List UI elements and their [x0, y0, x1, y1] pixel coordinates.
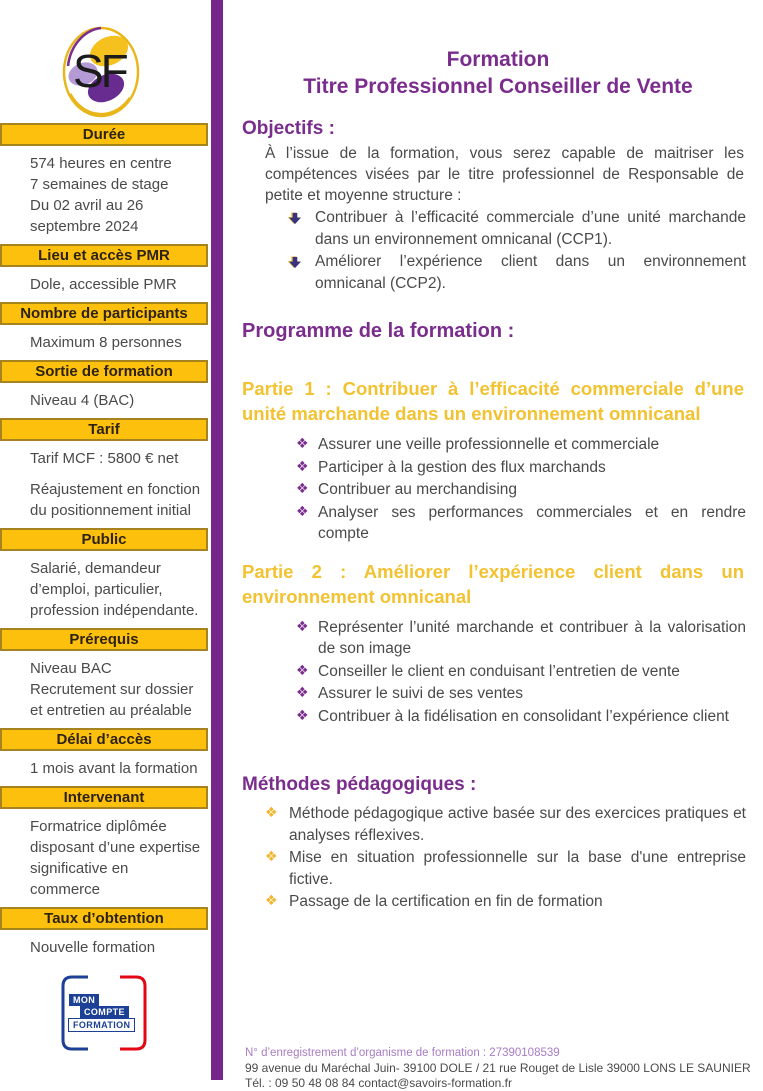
diamond-bullet-icon: ❖	[296, 685, 309, 701]
tarif-amount: Tarif MCF : 5800 € net	[30, 450, 179, 467]
taux-line: Nouvelle formation	[30, 939, 156, 956]
mon-compte-formation-logo	[60, 975, 148, 1051]
sidebar-header-sortie: Sortie de formation	[0, 360, 208, 383]
prerequis-line: Niveau BAC	[30, 660, 112, 677]
sidebar-body-intervenant	[0, 809, 208, 907]
diamond-bullet-icon: ❖	[296, 618, 309, 635]
partie2-heading: Partie 2 : Améliorer l’expérience client dans un environnement omnicanal	[242, 560, 744, 607]
info-sidebar	[0, 123, 208, 1051]
diamond-bullet-icon: ❖	[296, 503, 309, 520]
partie1-item-text: Contribuer au merchandising	[318, 481, 518, 498]
registration-number: N° d’enregistrement d’organisme de formation : 27390108539	[245, 1047, 560, 1059]
sidebar-header-duree: Durée	[0, 123, 208, 146]
methodes-item-text: Mise en situation professionnelle sur la base d'une entreprise fictive.	[289, 849, 746, 888]
diamond-bullet-icon: ❖	[265, 805, 278, 821]
partie2-item	[296, 683, 746, 705]
partie2-item	[296, 661, 746, 683]
title-line2: Titre Professionnel Conseiller de Vente	[303, 75, 693, 98]
objectifs-item	[288, 251, 746, 294]
sidebar-header-delai: Délai d’accès	[0, 728, 208, 751]
partie1-item	[296, 457, 746, 479]
duree-line: 7 semaines de stage	[30, 176, 169, 193]
sidebar-header-prerequis: Prérequis	[0, 628, 208, 651]
partie1-list	[240, 434, 756, 545]
main-content	[240, 0, 756, 914]
objectifs-intro: À l’issue de la formation, vous serez capable de maitriser les compétences visées par le titre professionnel de Responsable de petite et moyenne structure :	[265, 145, 744, 204]
partie1-item-text: Participer à la gestion des flux marchands	[318, 458, 606, 476]
diamond-bullet-icon: ❖	[296, 662, 309, 679]
partie1-item	[296, 434, 746, 456]
methodes-item-text: Passage de la certification en fin de formation	[289, 893, 603, 910]
partie1-item	[296, 479, 746, 501]
sidebar-header-lieu: Lieu et accès PMR	[0, 244, 208, 267]
methodes-item	[265, 891, 746, 913]
purple-divider-bar	[211, 0, 223, 1080]
sidebar-body-lieu	[0, 267, 208, 302]
document-title	[240, 46, 756, 100]
sidebar-body-taux	[0, 930, 208, 965]
partie2-item	[296, 617, 746, 660]
methodes-item-text: Méthode pédagogique active basée sur des exercices pratiques et analyses réflexives.	[289, 805, 746, 844]
address-line: 99 avenue du Maréchal Juin- 39100 DOLE / 21 rue Rouget de Lisle 39000 LONS LE SAUNIER	[245, 1061, 751, 1075]
objectifs-item-text: Améliorer l’expérience client dans un environnement omnicanal (CCP2).	[315, 253, 746, 292]
mcf-word-mon: MON	[69, 994, 99, 1006]
sidebar-header-participants: Nombre de participants	[0, 302, 208, 325]
sidebar-body-prerequis	[0, 651, 208, 728]
sidebar-body-delai	[0, 751, 208, 786]
sidebar-header-taux: Taux d’obtention	[0, 907, 208, 930]
sidebar-body-participants	[0, 325, 208, 360]
savoirs-formation-logo	[60, 24, 142, 120]
sidebar-body-tarif	[0, 441, 208, 528]
objectifs-item	[288, 207, 746, 250]
partie2-item-text: Représenter l’unité marchande et contribuer à la valorisation de son image	[318, 618, 746, 657]
duree-line: 574 heures en centre	[30, 155, 172, 172]
diamond-bullet-icon: ❖	[296, 458, 309, 475]
partie2-item-text: Contribuer à la fidélisation en consolidant l’expérience client	[318, 707, 729, 725]
sidebar-header-public: Public	[0, 528, 208, 551]
sidebar-body-sortie	[0, 383, 208, 418]
partie1-item	[296, 502, 746, 545]
public-line: Salarié, demandeur d’emploi, particulier, profession indépendante.	[30, 560, 199, 619]
methodes-list	[240, 803, 756, 913]
partie2-item-text: Conseiller le client en conduisant l’entretien de vente	[318, 662, 680, 680]
sidebar-header-tarif: Tarif	[0, 418, 208, 441]
methodes-heading: Méthodes pédagogiques :	[242, 774, 477, 795]
intervenant-line: Formatrice diplômée disposant d’une expertise significative en commerce	[30, 818, 201, 898]
methodes-item	[265, 803, 746, 846]
partie1-item-text: Assurer une veille professionnelle et commerciale	[318, 436, 660, 453]
sidebar-body-public	[0, 551, 208, 628]
partie2-list	[240, 617, 756, 728]
down-arrow-bullet-icon	[288, 210, 301, 232]
diamond-bullet-icon: ❖	[265, 849, 278, 865]
duree-line: Du 02 avril au 26 septembre 2024	[30, 197, 144, 235]
diamond-bullet-icon: ❖	[265, 893, 278, 909]
partie1-heading: Partie 1 : Contribuer à l’efficacité commerciale d’une unité marchande dans un environnement omnicanal	[242, 378, 744, 424]
methodes-item	[265, 847, 746, 890]
footer	[245, 1046, 751, 1091]
partie1-item-text: Analyser ses performances commerciales et en rendre compte	[318, 503, 746, 542]
tarif-note: Réajustement en fonction du positionnement initial	[30, 481, 201, 519]
sidebar-body-duree	[0, 146, 208, 244]
partie2-item-text: Assurer le suivi de ses ventes	[318, 685, 524, 702]
objectifs-list	[240, 207, 756, 294]
diamond-bullet-icon: ❖	[296, 707, 309, 724]
diamond-bullet-icon: ❖	[296, 436, 309, 452]
sidebar-header-intervenant: Intervenant	[0, 786, 208, 809]
mcf-word-compte: COMPTE	[80, 1006, 129, 1018]
objectifs-heading: Objectifs :	[242, 118, 335, 139]
lieu-line: Dole, accessible PMR	[30, 276, 177, 293]
delai-line: 1 mois avant la formation	[30, 760, 198, 777]
diamond-bullet-icon: ❖	[296, 481, 309, 497]
objectifs-item-text: Contribuer à l’efficacité commerciale d’une unité marchande dans un environnement omnicanal (CCP1).	[315, 209, 746, 248]
down-arrow-bullet-icon	[288, 254, 301, 276]
participants-line: Maximum 8 personnes	[30, 334, 182, 351]
logo-letters: SF	[73, 45, 126, 97]
title-line1: Formation	[446, 48, 550, 71]
contact-line: Tél. : 09 50 48 08 84 contact@savoirs-formation.fr	[245, 1076, 512, 1090]
mcf-word-formation: FORMATION	[68, 1018, 135, 1032]
sortie-line: Niveau 4 (BAC)	[30, 392, 135, 409]
prerequis-line: Recrutement sur dossier et entretien au préalable	[30, 681, 194, 719]
partie2-item	[296, 706, 746, 728]
programme-heading: Programme de la formation :	[242, 320, 515, 342]
